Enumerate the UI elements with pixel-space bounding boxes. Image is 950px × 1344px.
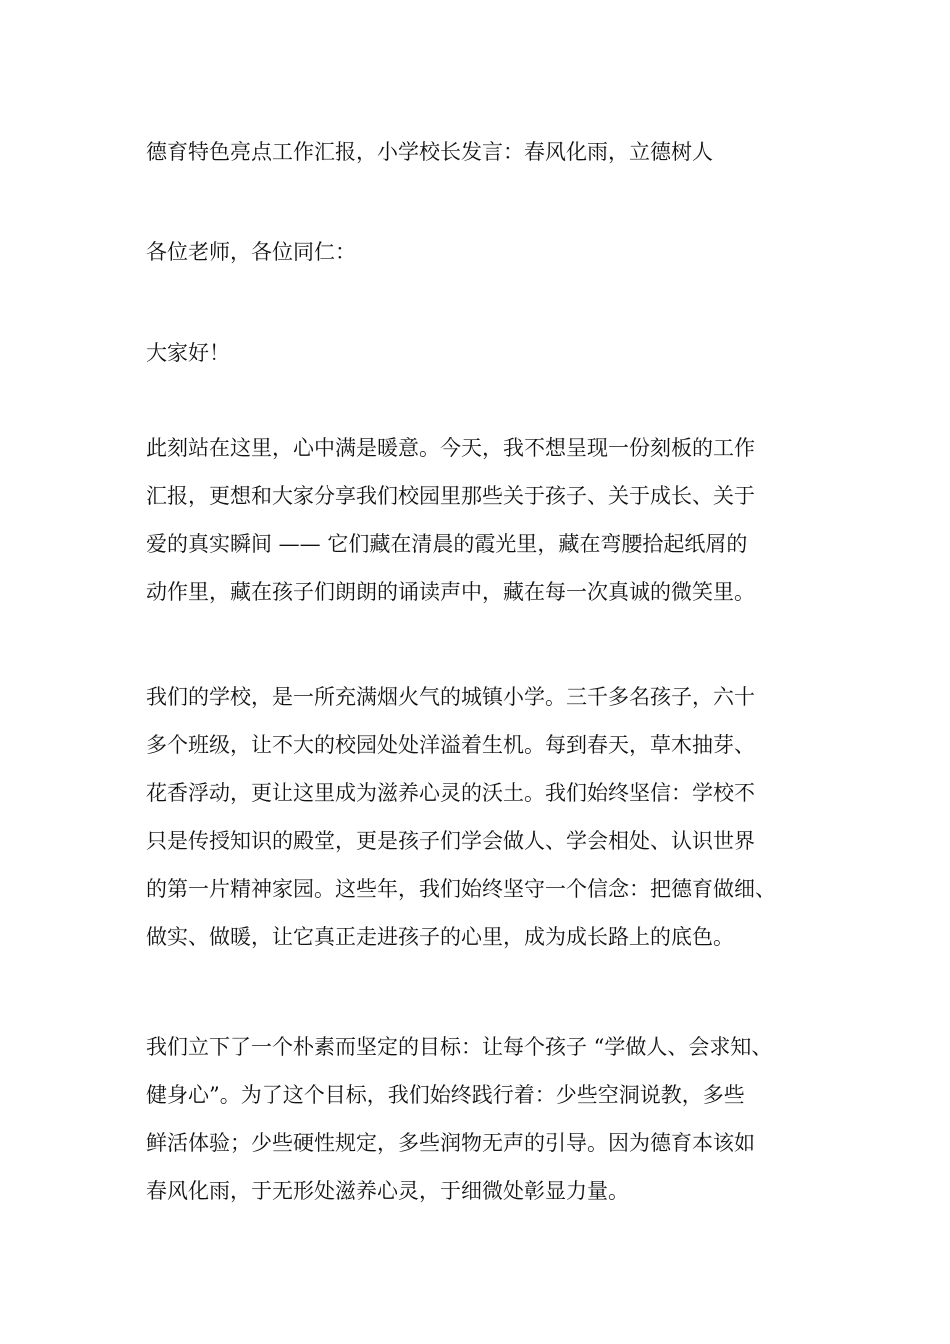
paragraph-line: 我们的学校，是一所充满烟火气的城镇小学。三千多名孩子，六十 xyxy=(146,685,755,709)
greeting xyxy=(146,329,826,377)
paragraph-line: 我们立下了一个朴素而坚定的目标：让每个孩子 “学做人、会求知、 xyxy=(146,1035,773,1059)
paragraph-line: 汇报，更想和大家分享我们校园里那些关于孩子、关于成长、关于 xyxy=(146,484,755,508)
paragraph-line: 动作里，藏在孩子们朗朗的诵读声中，藏在每一次真诚的微笑里。 xyxy=(146,580,755,604)
document-title xyxy=(146,128,826,176)
paragraph-line: 健身心”。为了这个目标，我们始终践行着：少些空洞说教，多些 xyxy=(146,1083,745,1107)
paragraph-line: 多个班级，让不大的校园处处洋溢着生机。每到春天，草木抽芽、 xyxy=(146,733,755,757)
paragraph-line: 只是传授知识的殿堂，更是孩子们学会做人、学会相处、认识世界 xyxy=(146,829,755,853)
paragraph-line: 春风化雨，于无形处滋养心灵，于细微处彰显力量。 xyxy=(146,1179,629,1203)
greeting-text: 大家好！ xyxy=(146,341,230,365)
paragraph-1 xyxy=(146,424,826,616)
title-text: 德育特色亮点工作汇报，小学校长发言：春风化雨，立德树人 xyxy=(146,140,713,164)
paragraph-line: 鲜活体验；少些硬性规定，多些润物无声的引导。因为德育本该如 xyxy=(146,1131,755,1155)
salutation-text: 各位老师，各位同仁： xyxy=(146,240,356,264)
paragraph-line: 的第一片精神家园。这些年，我们始终坚守一个信念：把德育做细、 xyxy=(146,877,776,901)
paragraph-line: 此刻站在这里，心中满是暖意。今天，我不想呈现一份刻板的工作 xyxy=(146,436,755,460)
paragraph-3 xyxy=(146,1023,826,1215)
paragraph-line: 花香浮动，更让这里成为滋养心灵的沃土。我们始终坚信：学校不 xyxy=(146,781,755,805)
salutation xyxy=(146,228,826,276)
paragraph-2 xyxy=(146,673,826,961)
paragraph-line: 做实、做暖，让它真正走进孩子的心里，成为成长路上的底色。 xyxy=(146,925,734,949)
paragraph-line: 爱的真实瞬间 —— 它们藏在清晨的霞光里，藏在弯腰拾起纸屑的 xyxy=(146,532,748,556)
